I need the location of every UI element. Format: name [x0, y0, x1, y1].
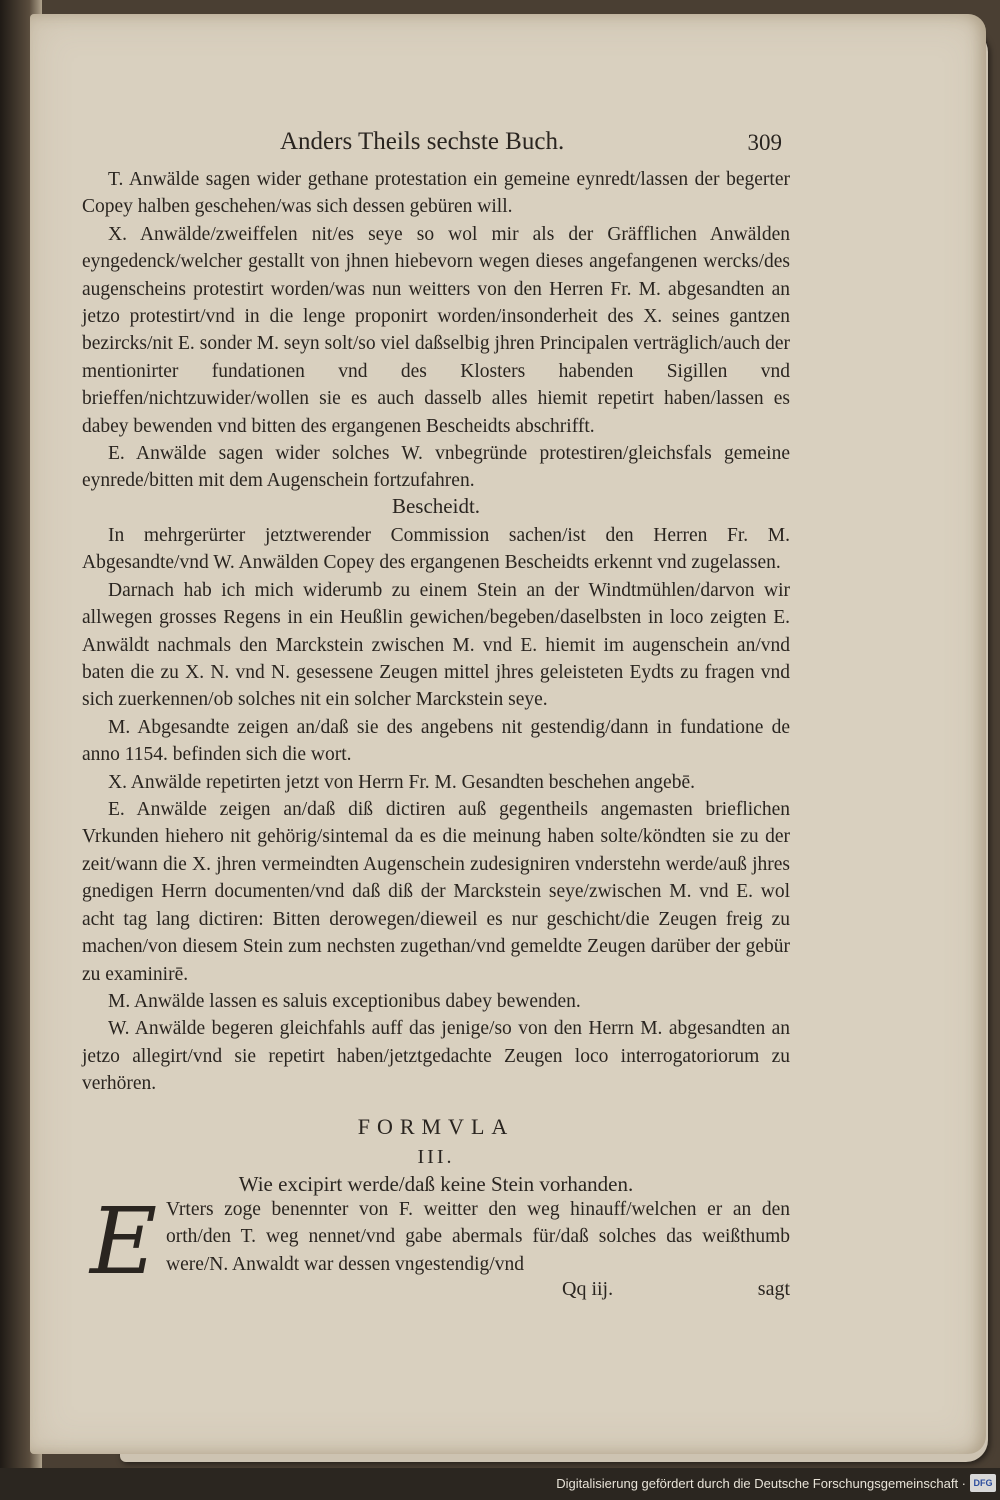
- dfg-logo-icon: DFG: [970, 1474, 996, 1492]
- text-block-1: [82, 166, 790, 495]
- page-footer: [82, 1276, 790, 1304]
- paragraph: T. Anwälde sagen wider gethane protestation ein gemeine eynredt/lassen der begerter Copey halben geschehen/was sich dessen gebüren will.: [82, 169, 790, 218]
- paragraph: In mehrgerürter jetztwerender Commission sachen/ist den Herren Fr. M. Abgesandte/vnd W. Anwälden Copey des ergangenen Bescheidts erkennt vnd zugelassen.: [82, 525, 790, 574]
- paragraph: M. Anwälde lassen es saluis exceptionibus dabey bewenden.: [108, 990, 581, 1012]
- text-block-2: [82, 522, 790, 1098]
- paragraph: M. Abgesandte zeigen an/daß sie des angebens nit gestendig/dann in fundatione de anno 1154. befinden sich die wort.: [82, 716, 790, 766]
- paragraph: Darnach hab ich mich widerumb zu einem Stein an der Windtmühlen/darvon wir allwegen grosses Regens in ein Heußlin gewichen/begeben/daselbsten in loco zeigten E. Anwäldt nachmals den Marckstein zwischen M. vnd E. hiemit im augenschein an/vnd baten die zu X. N. vnd N. gesessene Zeugen mittel jhres geleisteten Eydts zu fragen vnd sich zuerkennen/ob solches nit ein solcher Marckstein seye.: [82, 579, 790, 711]
- funding-banner: [0, 1468, 1000, 1500]
- paragraph: X. Anwälde/zweiffelen nit/es seye so wol mir als der Gräfflichen Anwälden eyngedenck/welcher gestallt von jhnen hiebevorn wegen dieses angefangenen wercks/des augenscheins protestirt worden/was nun weitters von den Herren Fr. M. abgesandten an jetzo protestirt/vnd in die lenge proponirt worden/insonderheit des X. seines gantzen bezircks/nit E. sonder M. seyn solt/so viel daßselbig jhren Principalen verträglich/auch der mentionirter fundationen vnd des Klosters habenden Sigillen vnd brieffen/nichtzuwider/wollen sie es auch dasselb alles hiemit repetirt haben/lassen es dabey bewenden vnd bitten des ergangenen Bescheidts abschrifft.: [82, 223, 790, 437]
- paragraph: Vrters zoge benennter von F. weitter den weg hinauff/welchen er an den orth/den T. weg nennet/vnd gabe abermals für/daß solches das weißthumb were/N. Anwaldt war dessen vngestendig/vnd: [166, 1199, 790, 1275]
- decorated-initial: E: [90, 1188, 158, 1295]
- funding-text: Digitalisierung gefördert durch die Deutsche Forschungsgemeinschaft ·: [556, 1476, 966, 1491]
- formula-heading: [82, 1114, 790, 1202]
- running-header: [252, 128, 782, 164]
- paragraph: E. Anwälde zeigen an/daß diß dictiren auß gegentheils angemasten brieflichen Vrkunden hiehero nit gehörig/sintemal da es die meinung haben solte/köndten sie zu der zeit/wann die X. jhren vermeindten Augenschein zudesigniren vnderstehn werde/auß jhres gnedigen Herrn documenten/vnd daß diß der Marckstein seye/zwischen M. vnd E. wol acht tag lang dictiren: Bitten derowegen/dieweil es nur geschicht/die Zeugen freig zu machen/von diesem Stein zum nechsten zugethan/vnd gemeldte Zeugen darüber der gebür zu examinirē.: [82, 799, 790, 985]
- text-block-3: [166, 1196, 790, 1278]
- header-title: Anders Theils sechste Buch.: [280, 128, 565, 155]
- catchword: sagt: [757, 1278, 790, 1300]
- paragraph: X. Anwälde repetirten jetzt von Herrn Fr. M. Gesandten beschehen angebē.: [108, 771, 695, 793]
- paragraph: E. Anwälde sagen wider solches W. vnbegründe protestiren/gleichsfals gemeine eynrede/bitten mit dem Augenschein fortzufahren.: [82, 443, 790, 492]
- page-number: 309: [747, 130, 782, 155]
- formula-number: III.: [417, 1146, 455, 1168]
- section-heading: Bescheidt.: [391, 494, 481, 518]
- signature-mark: Qq iij.: [562, 1278, 614, 1300]
- formula-title: FORMVLA: [357, 1114, 515, 1139]
- paragraph: W. Anwälde begeren gleichfahls auff das jenige/so von den Herrn M. abgesandten an jetzo allegirt/vnd sie repetirt haben/jetztgedachte Zeugen loco interrogatoriorum zu verhören.: [82, 1018, 790, 1095]
- formula-subtitle: Wie excipirt werde/daß keine Stein vorhanden.: [238, 1172, 634, 1196]
